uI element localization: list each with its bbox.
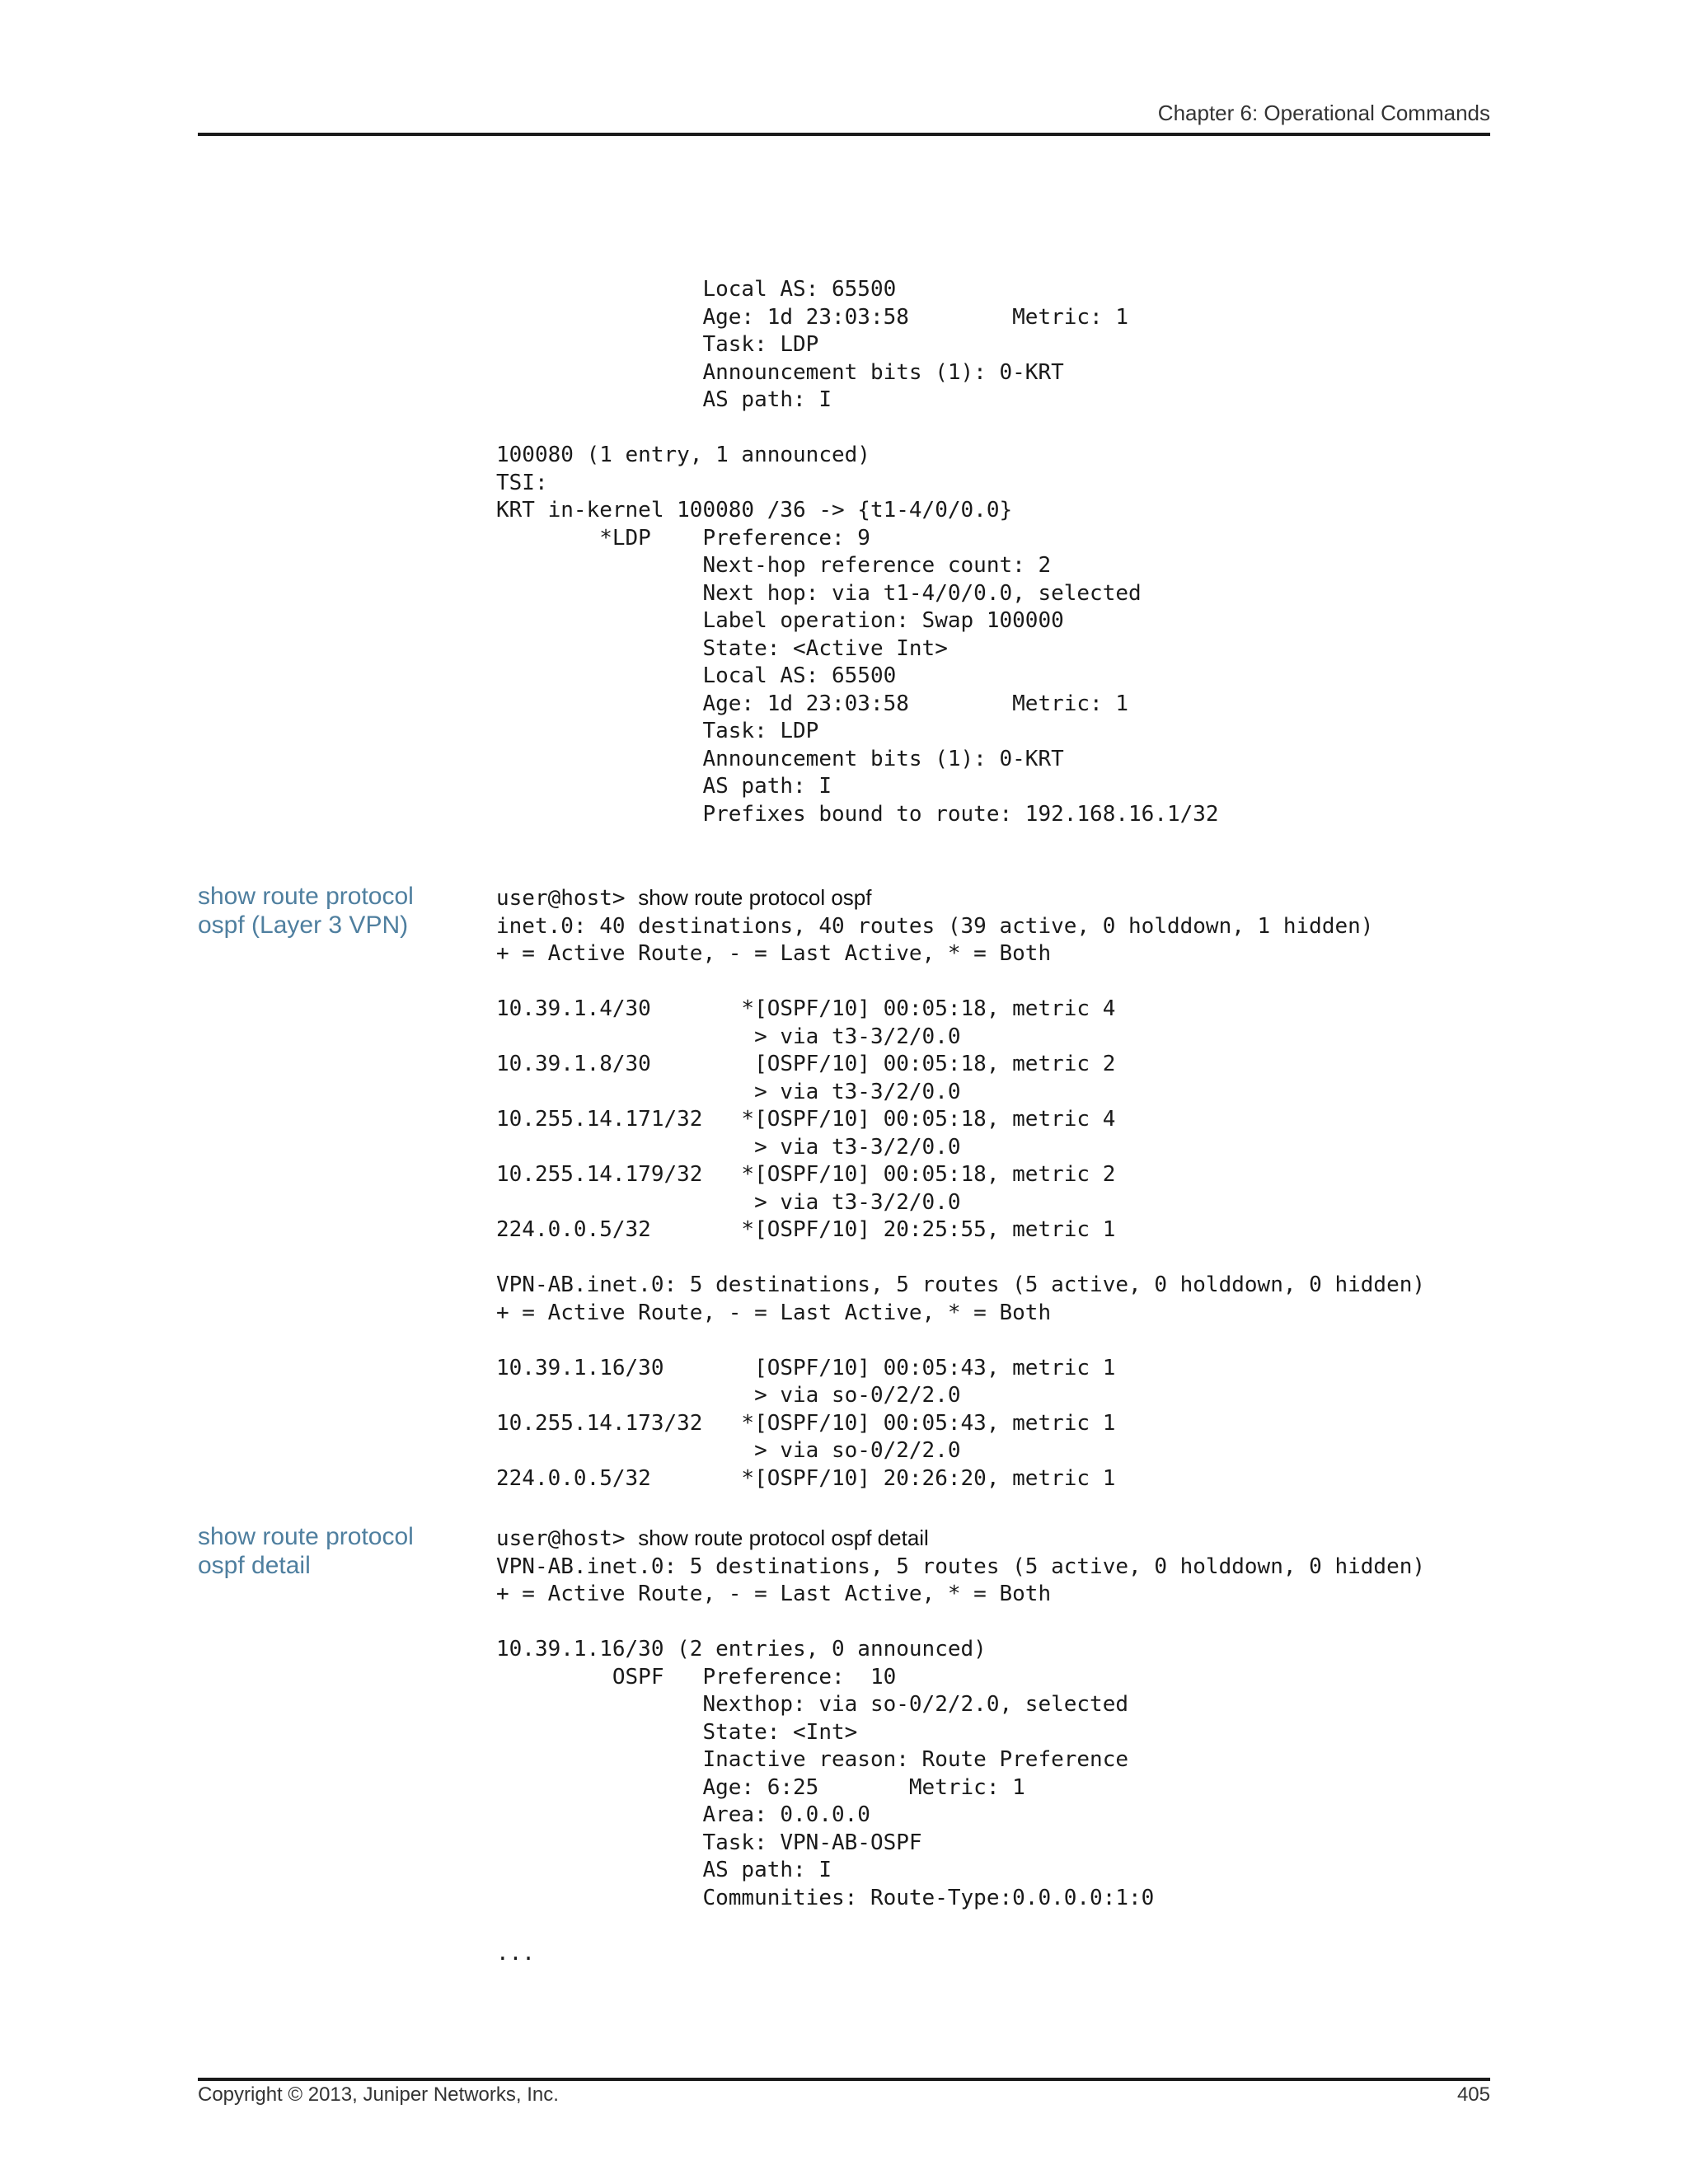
ospf-l3vpn-example (496, 884, 1425, 1493)
cli-command: show route protocol ospf (638, 885, 872, 910)
cli-prompt: user@host> (496, 1526, 639, 1551)
section-label-ospf-detail: show route protocol ospf detail (198, 1523, 414, 1579)
route-detail-output: Local AS: 65500 Age: 1d 23:03:58 Metric: 1 Task: LDP Announcement bits (1): 0-KRT AS path: I 100080 (1 entry, 1 announced) TSI: KRT in-kernel 100080 /36 -> {t1-4/0/0.0} *LDP Preference: 9 Next-hop reference count: 2 Next hop: via t1-4/0/0.0, selected Label operation: Swap 100000 State: <Active Int> Local AS: 65500 Age: 1d 23:03:58 Metric: 1 Task: LDP Announcement bits (1): 0-KRT AS path: I Prefixes bound to route: 192.168.16.1/32 (496, 277, 1219, 827)
cli-command: show route protocol ospf detail (638, 1526, 929, 1550)
footer-rule (198, 2078, 1490, 2081)
footer-copyright: Copyright © 2013, Juniper Networks, Inc. (198, 2083, 559, 2106)
page-number: 405 (1456, 2083, 1490, 2106)
header-rule (198, 133, 1490, 136)
chapter-header-title: Chapter 6: Operational Commands (1157, 101, 1490, 125)
cli-prompt: user@host> (496, 886, 639, 911)
cli-output: VPN-AB.inet.0: 5 destinations, 5 routes (5 active, 0 holddown, 0 hidden) + = Active Route, - = Last Active, * = Both 10.39.1.16/30 (2 entries, 0 announced) OSPF Preference: 10 Nexthop: via so-0/2/2.0, selected State: <Int> Inactive reason: Route Preference Age: 6:25 Metric: 1 Area: 0.0.0.0 Task: VPN-AB-OSPF AS path: I Communities: Route-Type:0.0.0.0:1:0 ... (496, 1554, 1426, 1966)
cli-output: inet.0: 40 destinations, 40 routes (39 active, 0 holddown, 1 hidden) + = Active Route, - = Last Active, * = Both 10.39.1.4/30 *[OSPF/10] 00:05:18, metric 4 > via t3-3/2/0.0 10.39.1.8/30 [OSPF/10] 00:05:18, metric 2 > via t3-3/2/0.0 10.255.14.171/32 *[OSPF/10] 00:05:18, metric 4 > via t3-3/2/0.0 10.255.14.179/32 *[OSPF/10] 00:05:18, metric 2 > via t3-3/2/0.0 224.0.0.5/32 *[OSPF/10] 20:25:55, metric 1 VPN-AB.inet.0: 5 destinations, 5 routes (5 active, 0 holddown, 0 hidden) + = Active Route, - = Last Active, * = Both 10.39.1.16/30 [OSPF/10] 00:05:43, metric 1 > via so-0/2/2.0 10.255.14.173/32 *[OSPF/10] 00:05:43, metric 1 > via so-0/2/2.0 224.0.0.5/32 *[OSPF/10] 20:26:20, metric 1 (496, 913, 1426, 1491)
ospf-detail-example (496, 1525, 1425, 1967)
section-label-ospf-l3vpn: show route protocol ospf (Layer 3 VPN) (198, 883, 414, 939)
